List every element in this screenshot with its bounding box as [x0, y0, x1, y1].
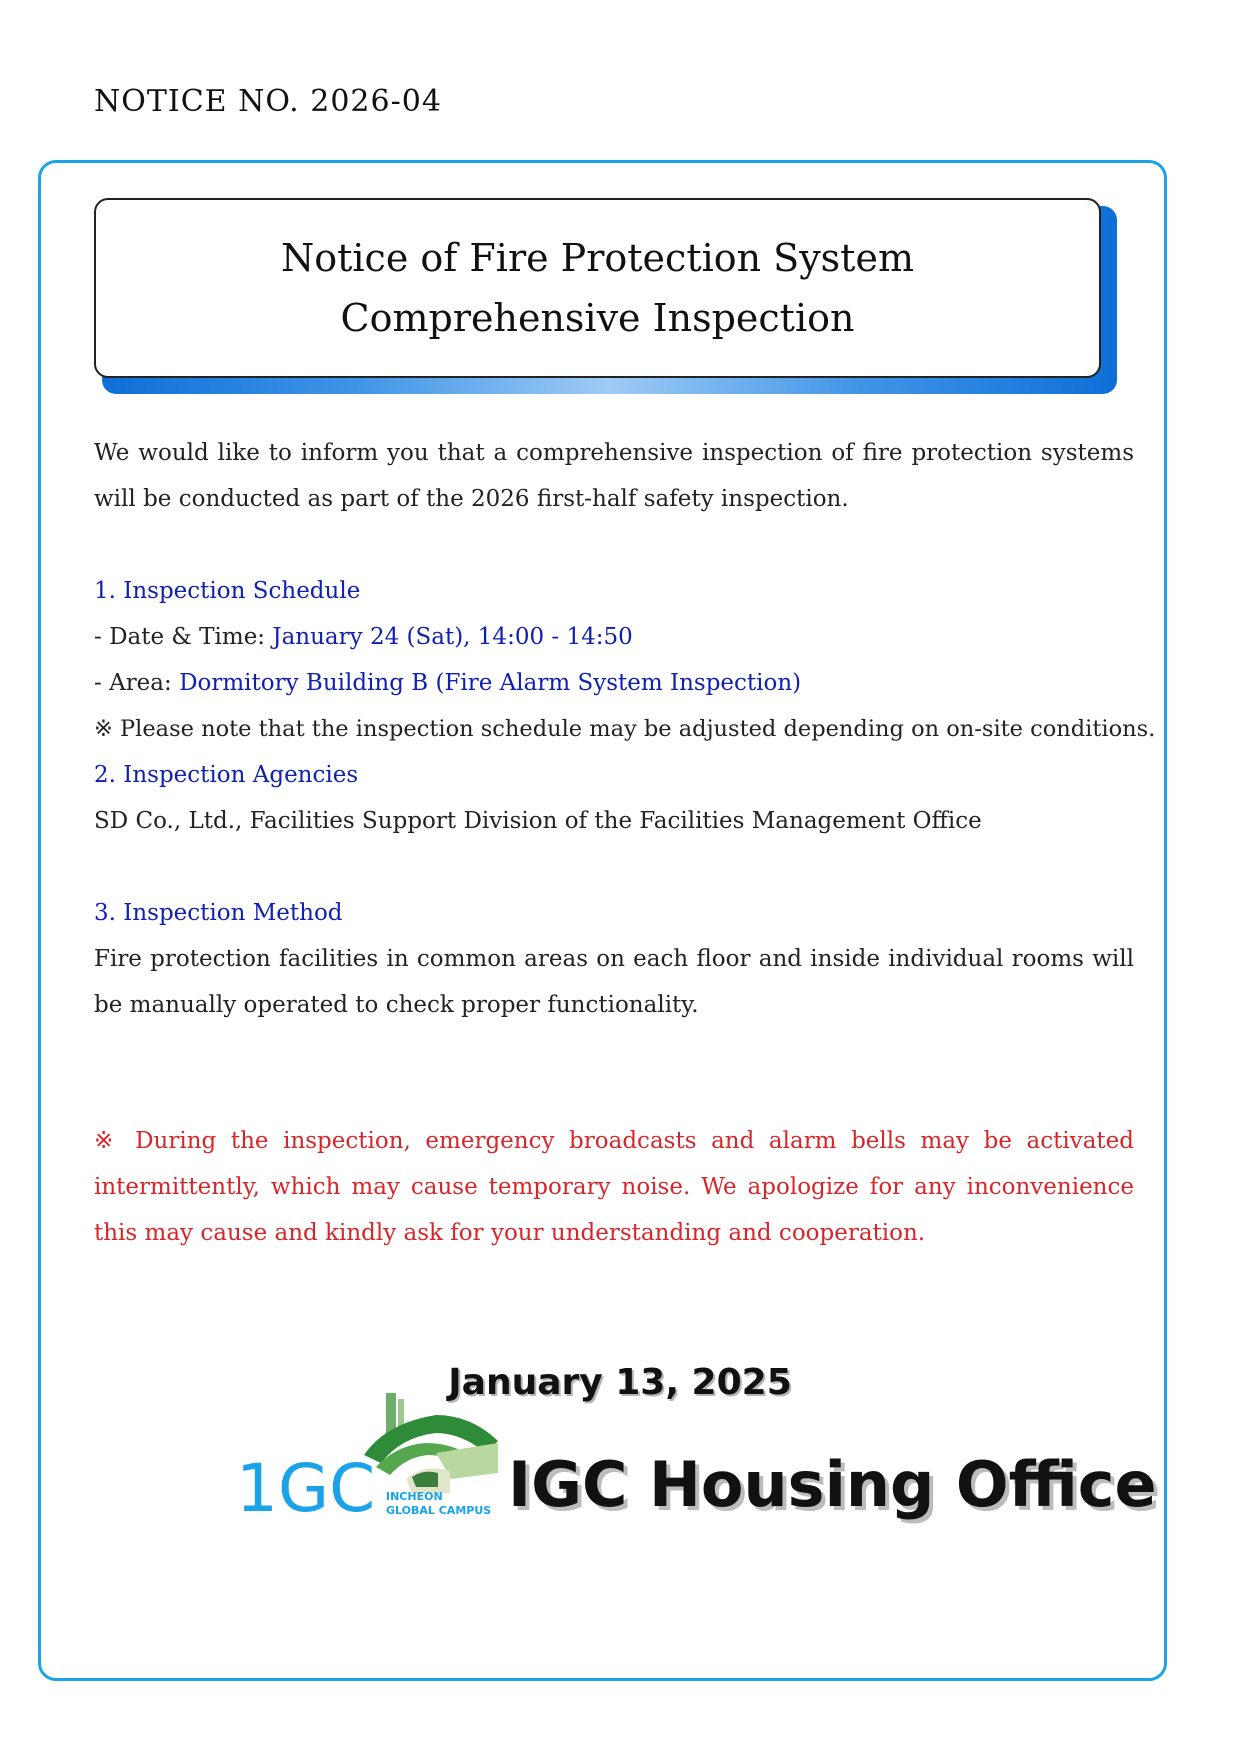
igc-logo	[236, 1393, 506, 1523]
warning-paragraph: ※ During the inspection, emergency broadcasts and alarm bells may be activated intermittently, which may cause temporary noise. We apologize for any inconvenience this may cause and kindly ask for your understanding and cooperation.	[94, 1128, 1134, 1246]
section-2-text: SD Co., Ltd., Facilities Support Division of the Facilities Management Office	[94, 808, 982, 834]
section-method	[94, 890, 1134, 1028]
section-3-text: Fire protection facilities in common areas on each floor and inside individual rooms will be manually operated to check proper functionality.	[94, 946, 1134, 1018]
date-time-value: January 24 (Sat), 14:00 - 14:50	[272, 624, 633, 650]
notice-date: January 13, 2025	[448, 1362, 792, 1403]
logo-line-2: GLOBAL CAMPUS	[386, 1504, 492, 1517]
intro-paragraph: We would like to inform you that a comprehensive inspection of fire protection systems will be conducted as part of the 2026 first-half safety inspection.	[94, 440, 1134, 512]
date-time-label: - Date & Time:	[94, 624, 273, 650]
area-row	[94, 660, 1134, 706]
title-box	[94, 198, 1101, 378]
title-line-2: Comprehensive Inspection	[340, 296, 855, 340]
section-1-heading: 1. Inspection Schedule	[94, 578, 361, 604]
area-label: - Area:	[94, 670, 180, 696]
section-3-heading: 3. Inspection Method	[94, 900, 343, 926]
area-value: Dormitory Building B (Fire Alarm System Inspection)	[179, 670, 802, 696]
logo-line-1: INCHEON	[386, 1490, 443, 1503]
date-time-row	[94, 614, 1134, 660]
notice-number: NOTICE NO. 2026-04	[94, 84, 442, 119]
office-name: IGC Housing Office	[508, 1448, 1157, 1521]
section-schedule	[94, 568, 1156, 844]
title-line-1: Notice of Fire Protection System	[281, 236, 914, 280]
logo-mark-text: 1GC	[236, 1450, 376, 1523]
schedule-note: ※ Please note that the inspection schedule may be adjusted depending on on-site conditions.	[94, 716, 1156, 742]
campus-graphic-icon	[364, 1393, 498, 1493]
section-2-heading: 2. Inspection Agencies	[94, 762, 359, 788]
